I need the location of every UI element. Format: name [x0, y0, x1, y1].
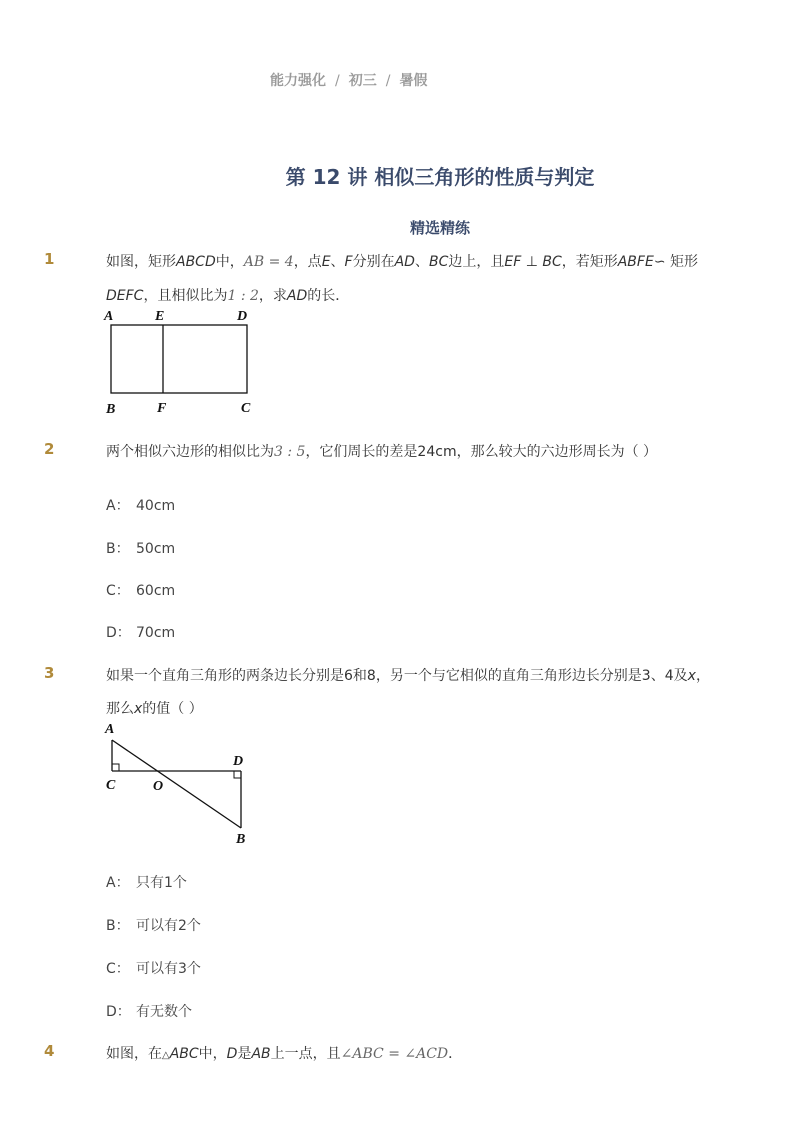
q1-defc: DEFC	[106, 288, 144, 304]
header-part3: 暑假	[399, 73, 428, 89]
option-label: B：	[106, 918, 130, 934]
q1-text: 中，	[215, 254, 244, 270]
q4-text: 如图，在	[106, 1046, 162, 1062]
q3-option-a[interactable]	[106, 872, 187, 892]
q1-e: E	[321, 254, 331, 270]
q1-text: 分别在	[352, 254, 395, 270]
label-d: D	[237, 309, 248, 324]
q1-text: 边上，且	[448, 254, 505, 270]
q1-ratio: 1 : 2	[227, 288, 259, 304]
q1-f: F	[344, 254, 353, 270]
q3-x: x	[134, 701, 143, 717]
q1-text: ，点	[293, 254, 322, 270]
option-text: 50cm	[136, 541, 176, 557]
q1-text: 的长．	[307, 288, 350, 304]
q1-abcd: ABCD	[176, 254, 216, 270]
label-a: A	[104, 309, 114, 324]
q2-option-a[interactable]	[106, 495, 175, 515]
option-text: 可以有2个	[136, 918, 201, 934]
q2-option-b[interactable]	[106, 538, 175, 558]
header-part1: 能力强化	[270, 73, 326, 89]
question-2-line-1	[106, 441, 657, 461]
q3-text: ，	[695, 668, 710, 684]
header-part2: 初三	[348, 73, 377, 89]
q1-ab-eq-4: AB = 4	[243, 254, 294, 270]
rectangle-abcd	[111, 325, 247, 393]
q1-text: ，求	[258, 288, 287, 304]
option-text: 60cm	[136, 583, 176, 599]
q1-bc: BC	[428, 254, 449, 270]
q1-ef-perp-bc: EF ⊥ BC	[504, 254, 562, 270]
section-subtitle: 精选精练	[409, 219, 470, 237]
label-e: E	[155, 309, 165, 324]
q1-text: 如图，矩形	[106, 254, 176, 270]
q1-text: 、	[414, 254, 429, 270]
q3-option-b[interactable]	[106, 915, 201, 935]
option-text: 70cm	[136, 625, 176, 641]
q1-abfe: ABFE	[617, 254, 654, 270]
q3-text: 那么	[106, 701, 134, 717]
q1-text: 、	[330, 254, 345, 270]
option-label: D：	[106, 625, 131, 641]
option-label: C：	[106, 583, 130, 599]
option-text: 40cm	[136, 498, 176, 514]
q1-ad: AD	[394, 254, 415, 270]
q4-text: 是	[237, 1046, 252, 1062]
option-label: B：	[106, 541, 130, 557]
q1-text: ∽ 矩形	[653, 254, 699, 270]
question-1-line-2	[106, 285, 349, 305]
q4-angle-equation: ∠ABC = ∠ACD	[340, 1046, 449, 1062]
q1-text: ，若矩形	[561, 254, 618, 270]
q2-option-d[interactable]	[106, 622, 175, 642]
q1-rectangle-figure	[100, 305, 270, 420]
q4-text: 中，	[198, 1046, 227, 1062]
right-angle-mark-d	[234, 771, 241, 778]
triangle-symbol: △	[162, 1050, 170, 1061]
question-1-line-1	[106, 251, 698, 271]
q1-ad: AD	[286, 288, 308, 304]
q4-text: ．	[448, 1046, 463, 1062]
question-4-line-1	[106, 1043, 462, 1063]
q3-triangles-figure	[100, 718, 260, 853]
question-3-line-2	[106, 698, 203, 718]
q4-text: 上一点，且	[270, 1046, 341, 1062]
option-text: 可以有3个	[136, 961, 201, 977]
q2-ratio: 3 : 5	[274, 444, 306, 460]
option-label: A：	[106, 875, 130, 891]
lesson-title: 第 12 讲 相似三角形的性质与判定	[285, 165, 595, 189]
page-header	[270, 70, 427, 90]
q4-ab: AB	[251, 1046, 271, 1062]
label-d: D	[233, 754, 244, 769]
label-c: C	[106, 778, 116, 793]
label-b: B	[106, 402, 116, 417]
header-separator: /	[385, 73, 391, 89]
option-label: D：	[106, 1004, 131, 1020]
question-number-1: 1	[44, 250, 55, 268]
q2-text: ，它们周长的差是24cm，那么较大的六边形周长为（ ）	[305, 444, 658, 460]
option-text: 有无数个	[136, 1004, 192, 1020]
option-text: 只有1个	[136, 875, 187, 891]
question-3-line-1	[106, 665, 710, 685]
option-label: A：	[106, 498, 130, 514]
question-number-4: 4	[44, 1042, 55, 1060]
label-c: C	[241, 401, 251, 416]
right-angle-mark-c	[112, 764, 119, 771]
q1-text: ，且相似比为	[143, 288, 228, 304]
q3-text: 的值（ ）	[142, 701, 203, 717]
segment-ab	[112, 740, 244, 828]
label-b: B	[236, 832, 246, 847]
option-label: C：	[106, 961, 130, 977]
question-number-2: 2	[44, 440, 55, 458]
label-a: A	[105, 722, 115, 737]
q2-text: 两个相似六边形的相似比为	[106, 444, 274, 460]
label-f: F	[157, 401, 167, 416]
q3-option-d[interactable]	[106, 1001, 192, 1021]
question-number-3: 3	[44, 664, 55, 682]
label-o: O	[153, 779, 164, 794]
q3-x: x	[687, 668, 696, 684]
q4-d: D	[226, 1046, 238, 1062]
q4-abc: ABC	[169, 1046, 199, 1062]
q3-text: 如果一个直角三角形的两条边长分别是6和8，另一个与它相似的直角三角形边长分别是3、4及	[106, 668, 688, 684]
q2-option-c[interactable]	[106, 580, 175, 600]
header-separator: /	[335, 73, 340, 89]
q3-option-c[interactable]	[106, 958, 201, 978]
